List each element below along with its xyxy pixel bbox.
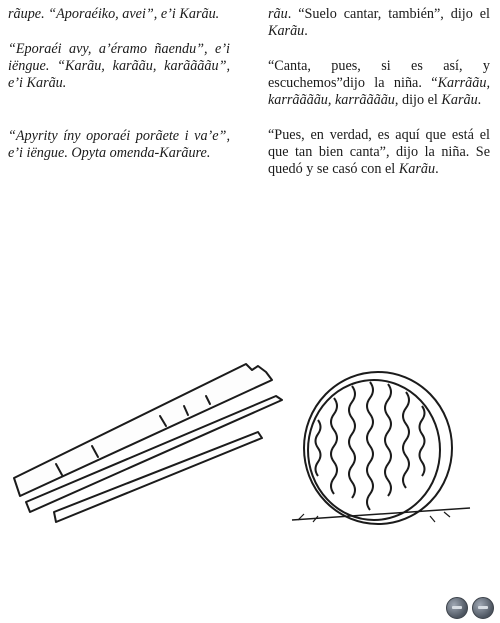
next-page-button[interactable] (472, 597, 494, 619)
spanish-paragraph-2 (268, 58, 490, 109)
guarani-paragraph-2: “Eporaéi avy, a’éramo ñaendu”, e’i iëngue. “Karãu, karããu, karããããu”, e’i Karãu. (8, 41, 230, 91)
spanish-p2-fragment-c: , dijo el (394, 92, 442, 108)
illustration (0, 340, 500, 560)
page-navigation (446, 597, 494, 619)
spanish-p2-fragment-a: “Canta, pues, si es así, y escuchemos”dijo la niña. “ (268, 58, 490, 91)
spanish-p2-fragment-b: Karrããu, karrããããu, karrããããu (268, 75, 490, 108)
spanish-p1-fragment-c: Karãu (268, 23, 305, 39)
spanish-p1-fragment-b: . “Suelo cantar, también”, dijo el (287, 6, 490, 22)
spanish-p2-fragment-e: . (477, 92, 482, 108)
spanish-p2-fragment-d: Karãu (441, 92, 478, 108)
guarani-column (8, 6, 230, 162)
guarani-paragraph-1: rãupe. “Aporaéiko, avei”, e’i Karãu. (8, 6, 220, 22)
spanish-p3-fragment-a: “Pues, en verdad, es aquí que está el que tan bien canta”, dijo la niña. Se quedó y se casó con el (268, 127, 490, 177)
guarani-paragraph-3: “Apyrity íny oporaéi porãete i va’e”, e’i iëngue. Opyta omenda-Karãure. (8, 128, 230, 161)
spanish-p1-fragment-a: rãu (268, 6, 288, 22)
prev-page-button[interactable] (446, 597, 468, 619)
sticks-drawing (14, 364, 282, 522)
spanish-paragraph-3 (268, 127, 490, 178)
spanish-p1-fragment-d: . (304, 23, 308, 39)
spanish-paragraph-1 (268, 6, 490, 40)
basket-drawing (292, 372, 470, 524)
spanish-p3-fragment-b: Karãu (398, 161, 436, 177)
spanish-p3-fragment-c: . (435, 161, 439, 177)
spanish-column (268, 6, 490, 178)
